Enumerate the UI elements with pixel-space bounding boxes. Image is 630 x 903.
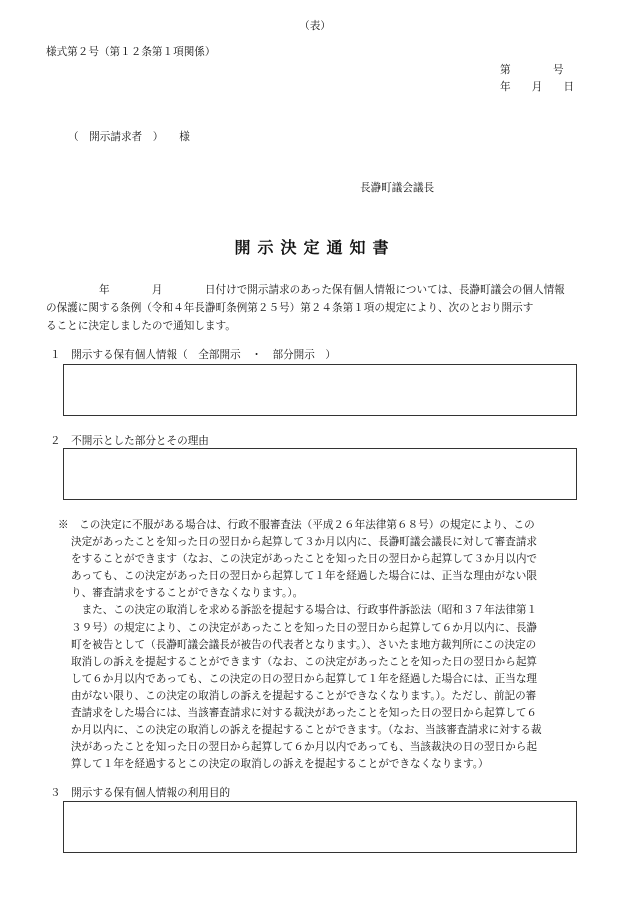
notice-line: ３９号）の規定により、この決定があったことを知った日の翌日から起算して６か月以内に、長瀞: [71, 621, 538, 634]
notice-line: ※ この決定に不服がある場合は、行政不服審査法（平成２６年法律第６８号）の規定により、この: [58, 519, 535, 531]
intro-line: ることに決定しましたので通知します。: [46, 320, 236, 332]
notice-line: して６か月以内であっても、この決定の日の翌日から起算して１年を経過した場合には、正当な理: [71, 672, 538, 685]
recipient-line: （ 開示請求者 ） 様: [68, 131, 190, 143]
front-marker: （表）: [299, 20, 331, 32]
section2-box[interactable]: [63, 448, 577, 500]
notice-line: 由がない限り、この決定の取消しの訴えを提起することができなくなります。）。ただし、前記の審: [71, 689, 537, 702]
section3-box[interactable]: [63, 801, 577, 853]
issuer-name: 長瀞町議会議長: [360, 182, 435, 194]
notice-line: り、審査請求をすることができなくなります。）。: [71, 587, 304, 600]
intro-line: の保護に関する条例（令和４年長瀞町条例第２５号）第２４条第１項の規定により、次のとおり開示す: [46, 302, 534, 314]
notice-line: 査請求をした場合には、当該審査請求に対する裁決があったことを知った日の翌日から起算して６: [71, 707, 538, 720]
section1-label: １ 開示する保有個人情報（ 全部開示 ・ 部分開示 ）: [50, 349, 337, 361]
notice-line: 算して１年を経過するとこの決定の取消しの訴えを提起することができなくなります。）: [71, 758, 489, 771]
intro-line: 年 月 日付けで開示請求のあった保有個人情報については、長瀞町議会の個人情報: [46, 284, 565, 296]
issue-date: 年 月 日: [500, 81, 575, 93]
document-title: 開示決定通知書: [234, 238, 396, 257]
notice-line: 取消しの訴えを提起することができます（なお、この決定があったことを知った日の翌日から起算: [71, 655, 538, 668]
notice-line: をすることができます（なお、この決定があったことを知った日の翌日から起算して３か月以内で: [71, 553, 538, 566]
notice-line: 決定があったことを知った日の翌日から起算して３か月以内に、長瀞町議会議長に対して審査請求: [71, 536, 538, 549]
section3-label: ３ 開示する保有個人情報の利用目的: [50, 787, 231, 799]
section1-box[interactable]: [63, 364, 577, 416]
appeal-notice: [58, 517, 598, 773]
section2-label: ２ 不開示とした部分とその理由: [50, 435, 209, 447]
notice-line: 町を被告として（長瀞町議会議長が被告の代表者となります。）、さいたま地方裁判所にこの決定の: [71, 638, 537, 651]
notice-line: あっても、この決定があった日の翌日から起算して１年を経過した場合には、正当な理由がない限: [71, 570, 537, 583]
form-number: 様式第２号（第１２条第１項関係）: [46, 46, 216, 58]
intro-paragraph: [46, 281, 591, 335]
issue-number: 第 号: [500, 64, 564, 76]
notice-line: また、この決定の取消しを求める訴訟を提起する場合は、行政事件訴訟法（昭和３７年法律第１: [71, 604, 538, 617]
notice-line: 決があったことを知った日の翌日から起算して６か月以内であっても、当該裁決の日の翌日から起: [71, 741, 537, 754]
notice-line: か月以内に、この決定の取消しの訴えを提起することができます。（なお、当該審査請求に対する裁: [71, 724, 542, 737]
